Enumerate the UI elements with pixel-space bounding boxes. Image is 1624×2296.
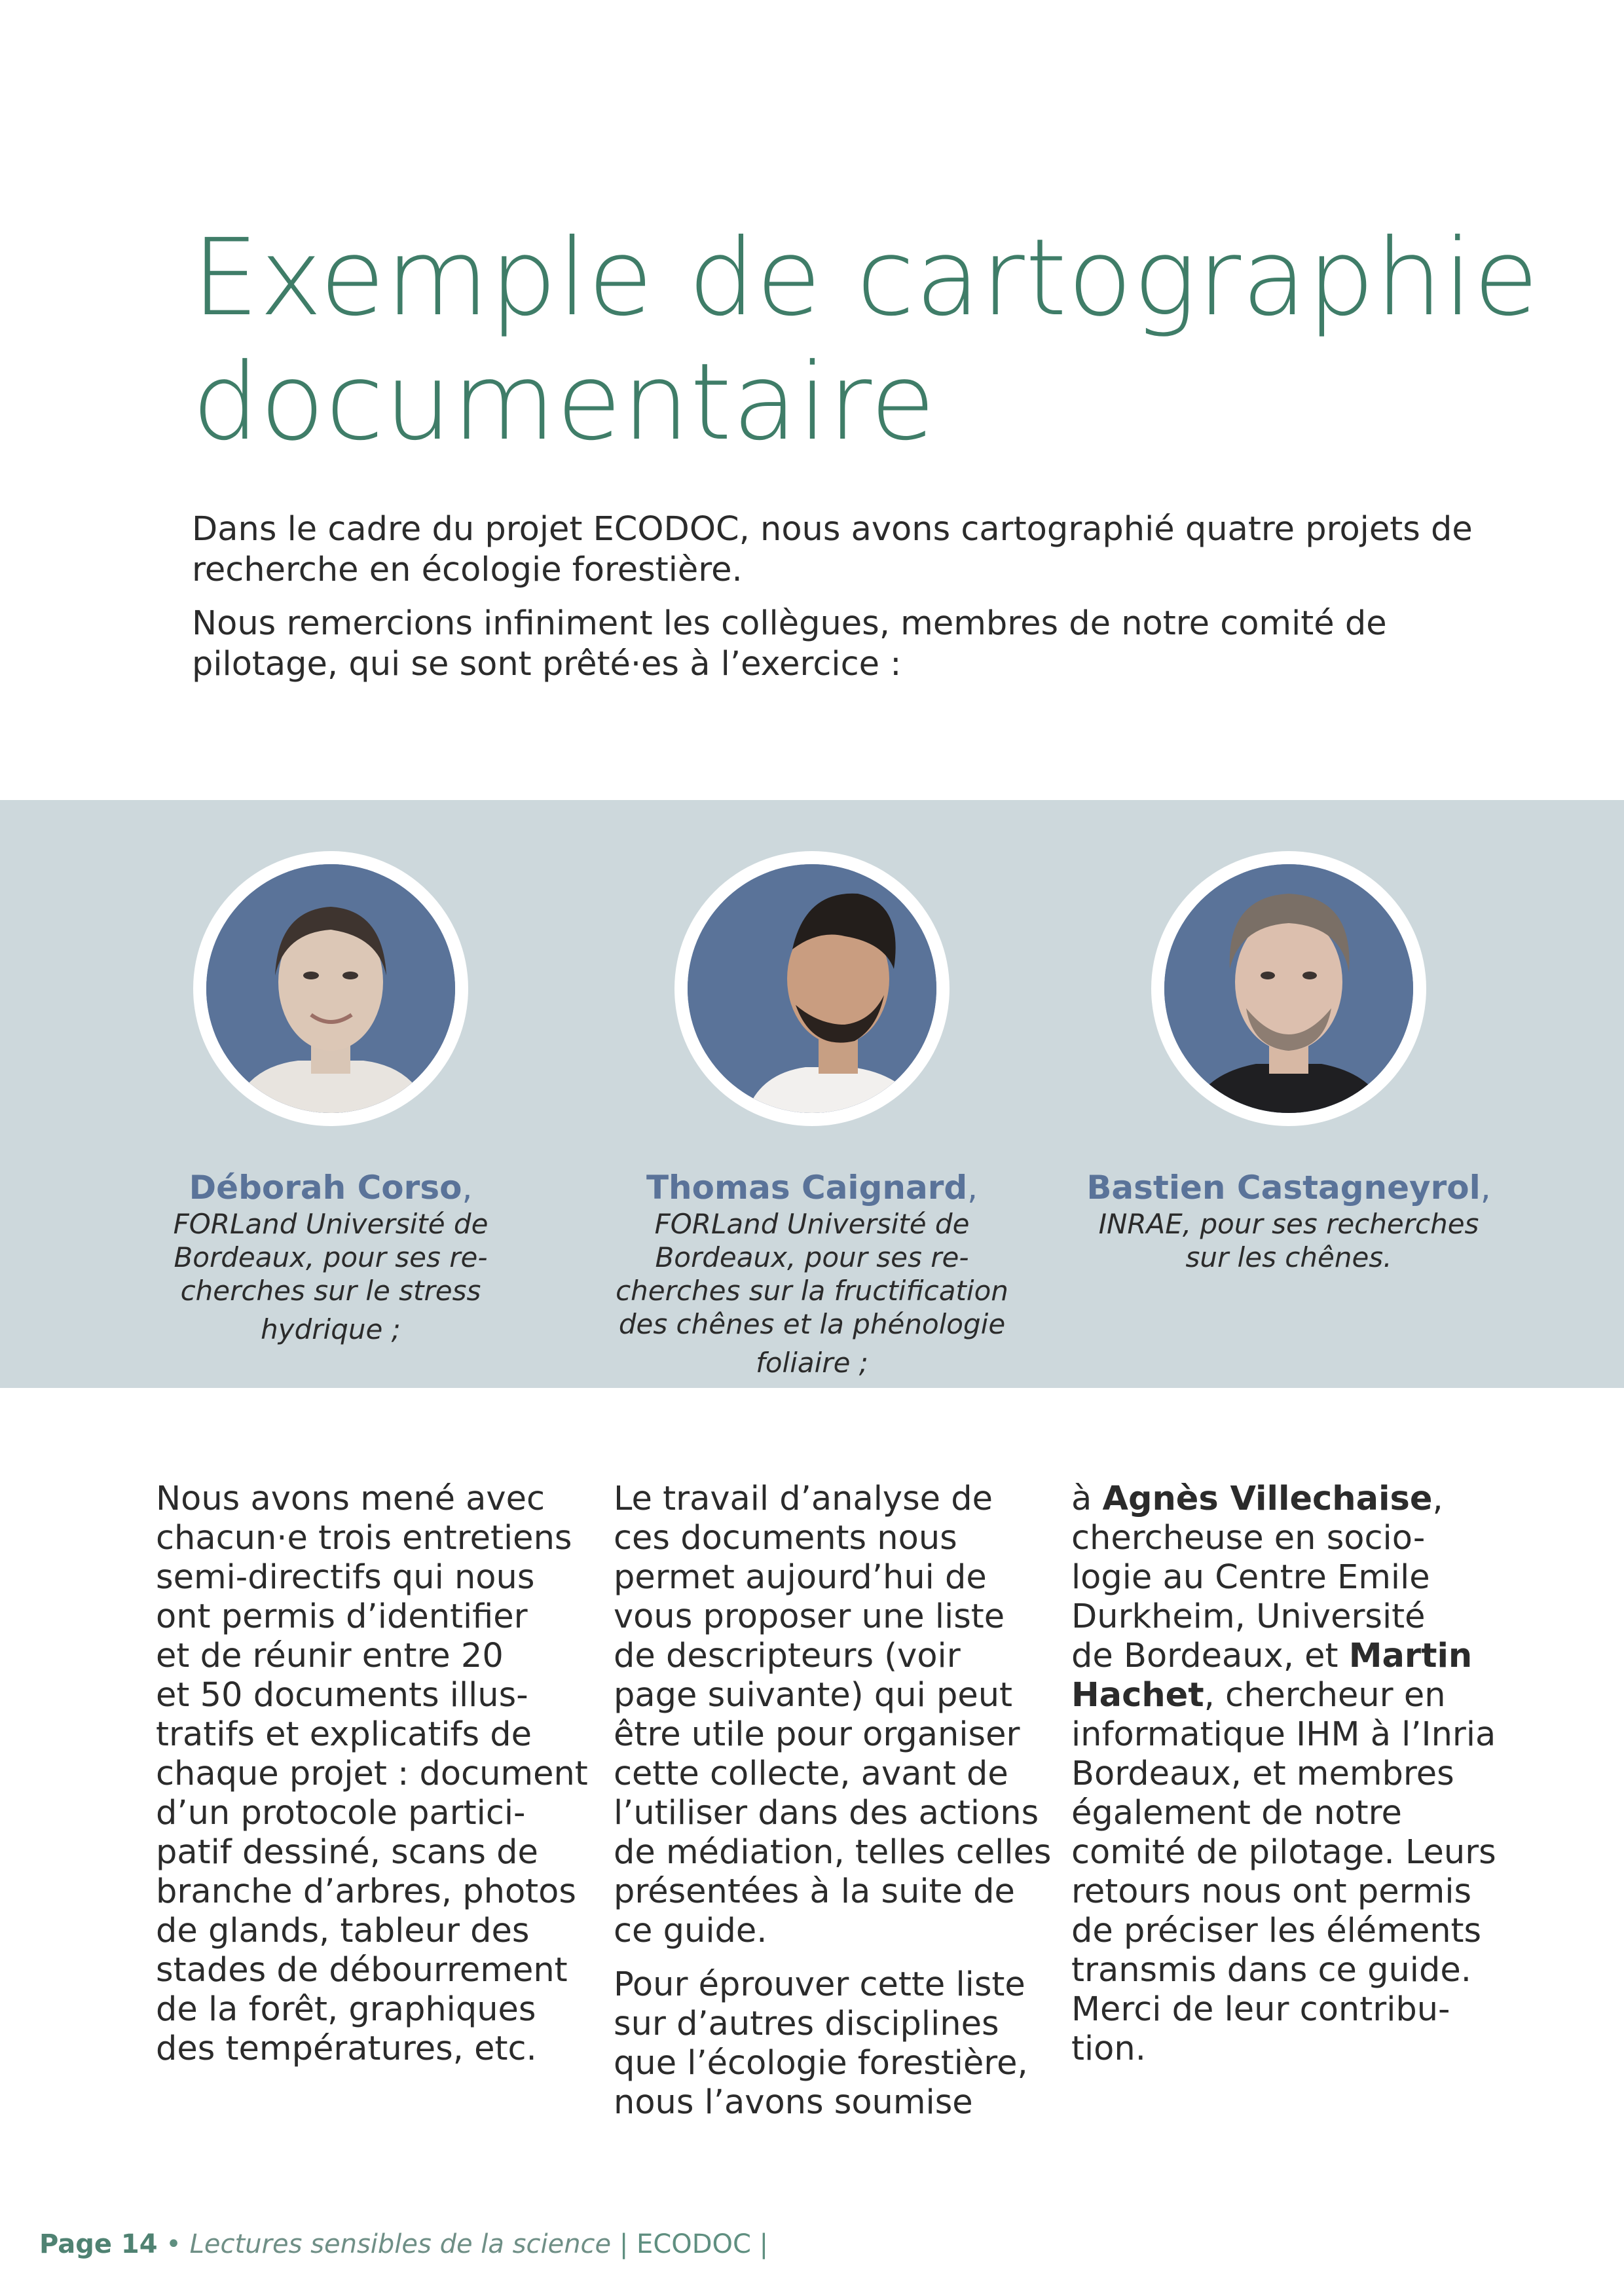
intro-text: [192, 509, 1475, 698]
contributor-card-deborah: [121, 851, 540, 1346]
page-footer: Page 14 • Lectures sensibles de la science | ECODOC |: [39, 2229, 769, 2259]
contributor-description: INRAE, pour ses recherches sur les chênes.: [1098, 1208, 1479, 1273]
portrait-photo: [1164, 864, 1413, 1113]
contributor-name: Thomas Caignard,: [646, 1169, 978, 1207]
contributor-description: FORLand Université de Bordeaux, pour ses re- cherches sur le stress hydrique ;: [173, 1208, 489, 1345]
publication-title: Lectures sensibles de la science: [189, 2229, 612, 2259]
page-number: Page 14: [39, 2229, 158, 2259]
body-column-3: [1071, 1480, 1496, 2083]
contributor-card-thomas: [602, 851, 1022, 1379]
intro-paragraph-2: Nous remercions infiniment les collègues, membres de notre comité de pilotage, qui se sont prêté·es à l’exercice :: [192, 604, 1387, 683]
body-paragraph: Pour éprouver cette liste sur d’autres disciplines que l’écologie forestière, nous l’avons soumise: [614, 1965, 1028, 2122]
page-title-line-2: documentaire: [192, 341, 936, 464]
contributor-description: FORLand Université de Bordeaux, pour ses re- cherches sur la fructification des chênes et la phénologie foliaire ;: [616, 1208, 1008, 1379]
footer-bullet: •: [157, 2229, 190, 2259]
brand-name: ECODOC: [637, 2229, 751, 2259]
contributor-name: Bastien Castagneyrol,: [1086, 1169, 1491, 1207]
contributor-card-bastien: [1079, 851, 1498, 1274]
body-paragraph: Le travail d’analyse de ces documents nous permet aujourd’hui de vous proposer une liste de descripteurs (voir page suivante) qui peut être utile pour organiser cette collecte, avant de l’utiliser dans des actions de médiation, telles celles présentées à la suite de ce guide.: [614, 1480, 1052, 1950]
page-title-line-1: Exemple de cartographie: [192, 217, 1540, 340]
body-column-2: [614, 1480, 1052, 2137]
intro-paragraph-1: Dans le cadre du projet ECODOC, nous avons cartographié quatre projets de recherche en écologie forestière.: [192, 510, 1473, 589]
avatar: [674, 851, 950, 1126]
person-name: Martin: [1348, 1637, 1473, 1675]
person-name: Agnès Villechaise: [1102, 1480, 1433, 1518]
body-paragraph: Nous avons mené avec chacun·e trois entretiens semi-directifs qui nous ont permis d’identifier et de réunir entre 20 et 50 documents illus- tratifs et explicatifs de chaque projet : document d’un protocole partici- patif dessiné, scans de branche d’arbres, photos de glands, tableur des stades de débourrement de la forêt, graphiques des températures, etc.: [156, 1480, 588, 2068]
contributor-name: Déborah Corso,: [189, 1169, 473, 1207]
avatar: [193, 851, 468, 1126]
person-name: Hachet: [1071, 1676, 1204, 1715]
body-paragraph: à Agnès Villechaise, chercheuse en socio- logie au Centre Emile Durkheim, Université de Bordeaux, et Martin Hachet, chercheur en informatique IHM à l’Inria Bordeaux, et membres également de notre comité de pilotage. Leurs retours nous ont permis de préciser les éléments transmis dans ce guide. Merci de leur contribu- tion.: [1071, 1480, 1496, 2068]
portrait-photo: [688, 864, 936, 1113]
avatar: [1151, 851, 1426, 1126]
body-column-1: [156, 1480, 588, 2083]
portrait-photo: [206, 864, 455, 1113]
page-title: [192, 216, 1540, 465]
